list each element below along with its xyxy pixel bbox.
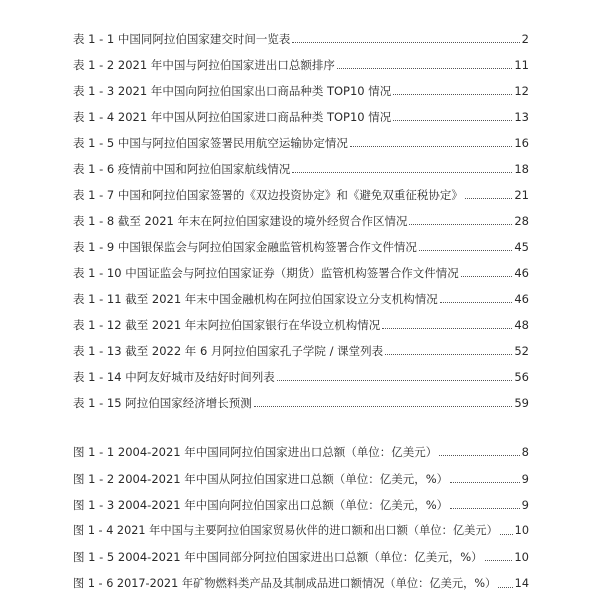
toc-entry	[73, 513, 529, 539]
toc-entry	[73, 359, 529, 385]
dot-leader	[337, 68, 513, 69]
entry-page: 52	[514, 344, 529, 358]
toc-entry	[73, 21, 529, 47]
entry-label: 表 1 - 2 2021 年中国与阿拉伯国家进出口总额排序	[73, 58, 335, 72]
entry-label: 表 1 - 5 中国与阿拉伯国家签署民用航空运输协定情况	[73, 136, 348, 150]
dot-leader	[419, 250, 512, 251]
toc-entry	[73, 565, 529, 591]
list-of-figures	[73, 434, 529, 592]
toc-entry	[73, 255, 529, 281]
entry-label: 表 1 - 14 中阿友好城市及结好时间列表	[73, 370, 275, 384]
toc-entry	[73, 73, 529, 99]
entry-page: 45	[514, 240, 529, 254]
entry-page: 14	[514, 576, 529, 590]
dot-leader	[254, 406, 513, 407]
entry-label: 表 1 - 8 截至 2021 年末在阿拉伯国家建设的境外经贸合作区情况	[73, 214, 408, 228]
entry-label: 图 1 - 6 2017-2021 年矿物燃料类产品及其制成品进口额情况（单位：亿美元，%）	[73, 576, 497, 590]
toc-entry	[73, 333, 529, 359]
toc-entry	[73, 460, 529, 486]
entry-page: 56	[514, 370, 529, 384]
dot-leader	[450, 482, 520, 483]
entry-label: 表 1 - 13 截至 2022 年 6 月阿拉伯国家孔子学院 / 课堂列表	[73, 344, 384, 358]
entry-page: 28	[514, 214, 529, 228]
entry-page: 12	[514, 84, 529, 98]
entry-page: 2	[521, 32, 529, 46]
dot-leader	[439, 455, 519, 456]
entry-page: 21	[514, 188, 529, 202]
toc-entry	[73, 281, 529, 307]
dot-leader	[292, 42, 519, 43]
entry-label: 表 1 - 10 中国证监会与阿拉伯国家证券（期货）监管机构签署合作文件情况	[73, 266, 459, 280]
entry-label: 表 1 - 15 阿拉伯国家经济增长预测	[73, 396, 252, 410]
entry-page: 10	[514, 550, 529, 565]
dot-leader	[440, 302, 513, 303]
dot-leader	[465, 198, 512, 199]
dot-leader	[500, 534, 513, 535]
entry-page: 11	[514, 58, 529, 72]
entry-label: 表 1 - 12 截至 2021 年末阿拉伯国家银行在华设立机构情况	[73, 318, 381, 332]
dot-leader	[292, 172, 512, 173]
toc-entry	[73, 177, 529, 203]
entry-label: 表 1 - 4 2021 年中国从阿拉伯国家进口商品种类 TOP10 情况	[73, 110, 392, 124]
toc-entry	[73, 539, 529, 565]
toc-entry	[73, 125, 529, 151]
list-of-tables	[73, 21, 529, 411]
entry-page: 46	[514, 266, 529, 280]
dot-leader	[485, 560, 513, 561]
dot-leader	[385, 354, 512, 355]
dot-leader	[382, 328, 512, 329]
entry-label: 表 1 - 6 疫情前中国和阿拉伯国家航线情况	[73, 162, 291, 176]
entry-label: 图 1 - 5 2004-2021 年中国同部分阿拉伯国家进出口总额（单位：亿美元，%）	[73, 550, 483, 565]
dot-leader	[461, 276, 513, 277]
dot-leader	[409, 224, 512, 225]
dot-leader	[450, 508, 520, 509]
entry-page: 10	[514, 524, 529, 538]
toc-entry	[73, 229, 529, 255]
toc-entry	[73, 487, 529, 513]
entry-page: 16	[514, 136, 529, 150]
entry-page: 59	[514, 396, 529, 410]
entry-label: 表 1 - 1 中国同阿拉伯国家建交时间一览表	[73, 32, 291, 46]
toc-entry	[73, 151, 529, 177]
dot-leader	[393, 120, 512, 121]
toc-entry	[73, 203, 529, 229]
entry-page: 18	[514, 162, 529, 176]
toc-entry	[73, 99, 529, 125]
toc-entry	[73, 307, 529, 333]
entry-label: 表 1 - 9 中国银保监会与阿拉伯国家金融监管机构签署合作文件情况	[73, 240, 417, 254]
entry-page: 13	[514, 110, 529, 124]
entry-page: 9	[521, 471, 529, 486]
entry-label: 图 1 - 4 2021 年中国与主要阿拉伯国家贸易伙伴的进口额和出口额（单位：亿美元）	[73, 524, 498, 538]
toc-entry	[73, 385, 529, 411]
entry-page: 8	[521, 445, 529, 460]
entry-page: 9	[521, 497, 529, 512]
entry-label: 图 1 - 3 2004-2021 年中国向阿拉伯国家出口总额（单位：亿美元，%）	[73, 497, 449, 512]
dot-leader	[393, 94, 512, 95]
toc-entry	[73, 47, 529, 73]
dot-leader	[350, 146, 512, 147]
entry-label: 图 1 - 2 2004-2021 年中国从阿拉伯国家进口总额（单位：亿美元，%）	[73, 471, 449, 486]
toc-entry	[73, 434, 529, 460]
dot-leader	[498, 587, 512, 588]
entry-page: 46	[514, 292, 529, 306]
dot-leader	[277, 380, 513, 381]
entry-label: 图 1 - 1 2004-2021 年中国同阿拉伯国家进出口总额（单位：亿美元）	[73, 445, 438, 460]
entry-label: 表 1 - 3 2021 年中国向阿拉伯国家出口商品种类 TOP10 情况	[73, 84, 392, 98]
entry-label: 表 1 - 7 中国和阿拉伯国家签署的《双边投资协定》和《避免双重征税协定》	[73, 188, 463, 202]
entry-label: 表 1 - 11 截至 2021 年末中国金融机构在阿拉伯国家设立分支机构情况	[73, 292, 438, 306]
entry-page: 48	[514, 318, 529, 332]
